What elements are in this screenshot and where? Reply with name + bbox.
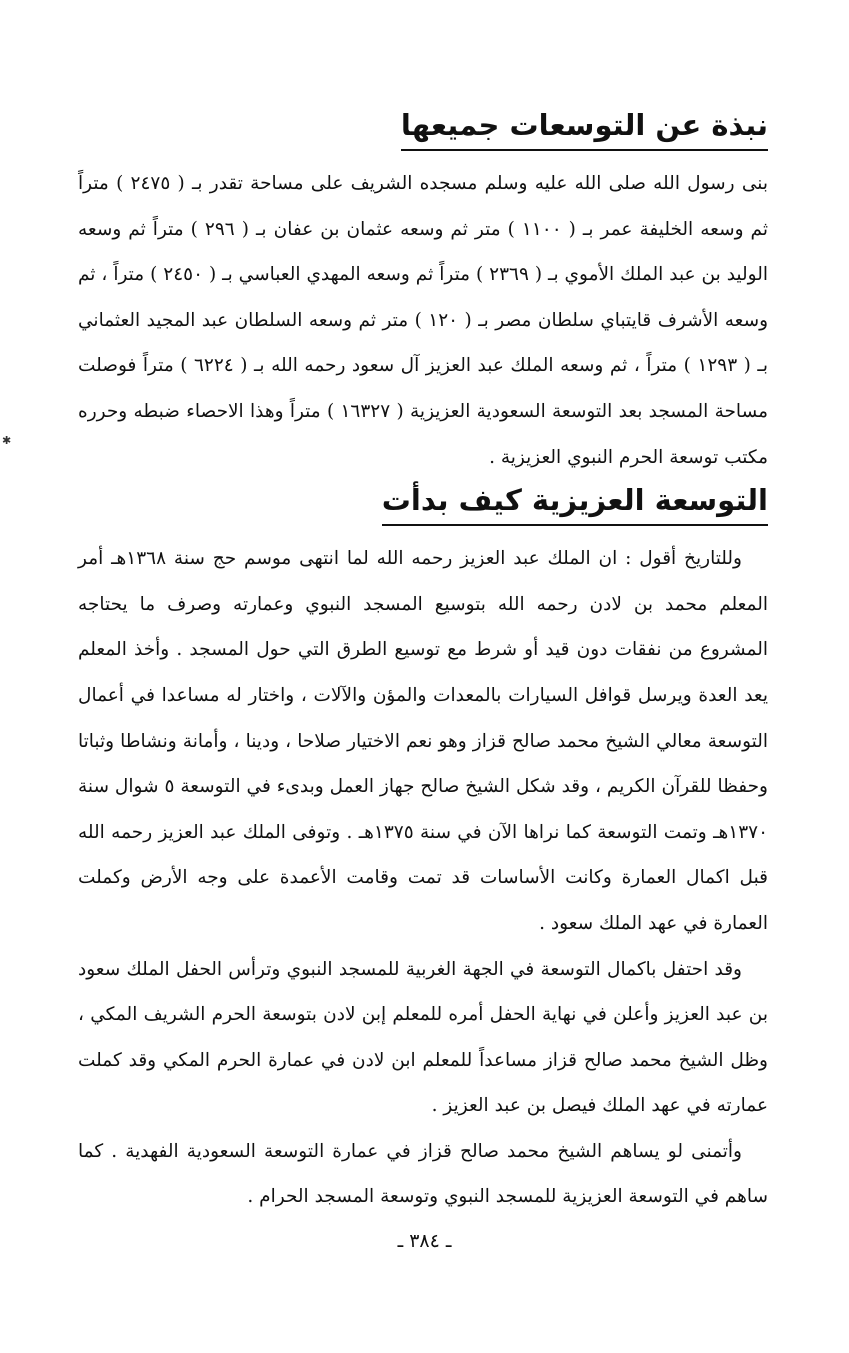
section-2 (78, 480, 768, 526)
section-1 (78, 105, 768, 151)
section-2-paragraph: وقد احتفل باكمال التوسعة في الجهة الغربية للمسجد النبوي وترأس الحفل الملك سعود بن عبد العزيز وأعلن في نهاية الحفل أمره للمعلم إبن لادن بتوسعة الحرم الشريف المكي ، وظل الشيخ محمد صالح قزاز مساعداً للمعلم ابن لادن في عمارة الحرم المكي وقد كملت عمارته في عهد الملك فيصل بن عبد العزيز . (78, 958, 768, 1117)
section-2-heading: التوسعة العزيزية كيف بدأت (382, 480, 768, 526)
scan-speck-icon: ✱ (2, 434, 12, 447)
section-1-heading: نبذة عن التوسعات جميعها (401, 105, 768, 151)
section-1-paragraph: بنى رسول الله صلى الله عليه وسلم مسجده الشريف على مساحة تقدر بـ ( ٢٤٧٥ ) متراً ثم وسعه الخليفة عمر بـ ( ١١٠٠ ) متر ثم وسعه عثمان بن عفان بـ ( ٢٩٦ ) متراً ثم وسعه الوليد بن عبد الملك الأموي بـ ( ٢٣٦٩ ) متراً ثم وسعه المهدي العباسي بـ ( ٢٤٥٠ ) متراً ، ثم وسعه الأشرف قايتباي سلطان مصر بـ ( ١٢٠ ) متر ثم وسعه السلطان عبد المجيد العثماني بـ ( ١٢٩٣ ) متراً ، ثم وسعه الملك عبد العزيز آل سعود رحمه الله بـ ( ٦٢٢٤ ) متراً فوصلت مساحة المسجد بعد التوسعة السعودية العزيزية ( ١٦٣٢٧ ) متراً وهذا الاحصاء ضبطه وحرره مكتب توسعة الحرم النبوي العزيزية . (78, 173, 769, 468)
page-number: ـ ٣٨٤ ـ (397, 1230, 452, 1252)
section-2-paragraph: وأتمنى لو يساهم الشيخ محمد صالح قزاز في عمارة التوسعة السعودية الفهدية . كما ساهم في التوسعة العزيزية للمسجد النبوي وتوسعة المسجد الحرام . (78, 1140, 768, 1208)
page-content (78, 105, 768, 1220)
section-2-paragraph: وللتاريخ أقول : ان الملك عبد العزيز رحمه الله لما انتهى موسم حج سنة ١٣٦٨هـ أمر المعلم محمد بن لادن رحمه الله بتوسيع المسجد النبوي وعمارته وصرف ما يحتاجه المشروع من نفقات دون قيد أو شرط مع توسيع الطرق التي حول المسجد . وأخذ المعلم يعد العدة ويرسل قوافل السيارات بالمعدات والمؤن والآلات ، واختار له مساعدا في أعمال التوسعة معالي الشيخ محمد صالح قزاز وهو نعم الاختيار صلاحا ، ودينا ، وأمانة ونشاطا وثباتا وحفظا للقرآن الكريم ، وقد شكل الشيخ صالح جهاز العمل وبدىء في التوسعة ٥ شوال سنة ١٣٧٠هـ وتمت التوسعة كما نراها الآن في سنة ١٣٧٥هـ . وتوفى الملك عبد العزيز رحمه الله قبل اكمال العمارة وكانت الأساسات قد تمت وقامت الأعمدة على وجه الأرض وكملت العمارة في عهد الملك سعود . (78, 548, 769, 934)
